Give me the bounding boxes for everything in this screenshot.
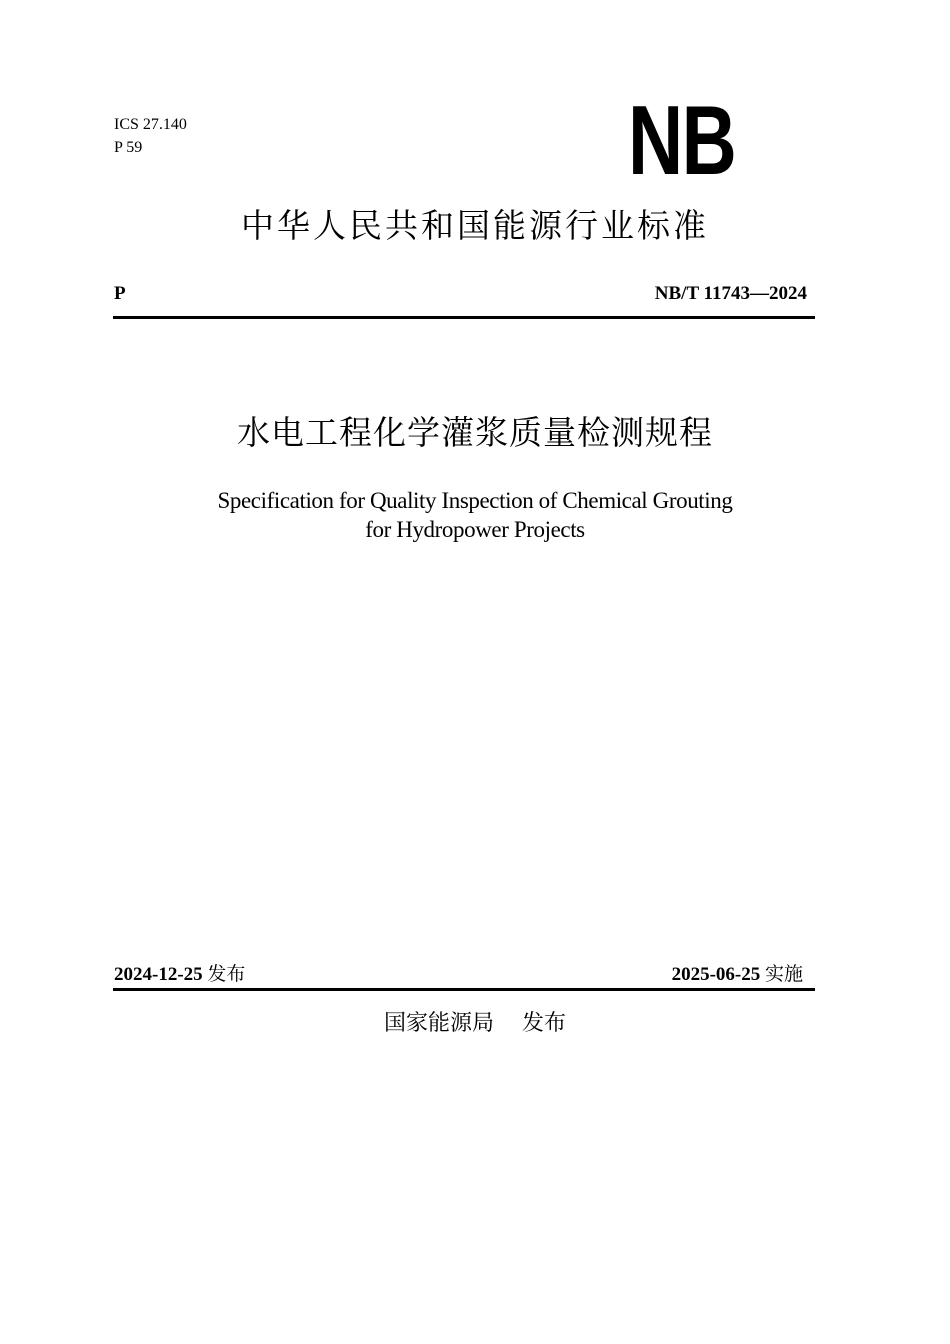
document-title-en bbox=[0, 486, 950, 544]
issue-label: 发布 bbox=[207, 963, 246, 985]
document-title-en-line2: for Hydropower Projects bbox=[365, 517, 585, 542]
bottom-divider bbox=[113, 988, 815, 991]
issue-date-line bbox=[114, 962, 245, 987]
issue-date: 2024-12-25 bbox=[114, 964, 203, 985]
implement-date: 2025-06-25 bbox=[671, 964, 761, 985]
publisher-line bbox=[0, 1008, 950, 1040]
classification-code: P 59 bbox=[114, 139, 143, 156]
implement-date-line bbox=[672, 962, 803, 987]
document-title-zh: 水电工程化学灌浆质量检测规程 bbox=[237, 413, 713, 452]
document-title-en-line1: Specification for Quality Inspection of Chemical Grouting bbox=[217, 488, 733, 513]
publisher-label: 发布 bbox=[521, 1011, 566, 1036]
standard-number: NB/T 11743—2024 bbox=[654, 283, 807, 304]
nb-logo: NB bbox=[628, 85, 736, 195]
top-divider bbox=[113, 316, 815, 319]
publisher-name: 国家能源局 bbox=[383, 1011, 494, 1036]
implement-label: 实施 bbox=[764, 963, 803, 985]
ics-code: ICS 27.140 bbox=[114, 116, 187, 133]
standard-category-title: 中华人民共和国能源行业标准 bbox=[241, 206, 709, 245]
category-prefix: P bbox=[114, 283, 126, 304]
